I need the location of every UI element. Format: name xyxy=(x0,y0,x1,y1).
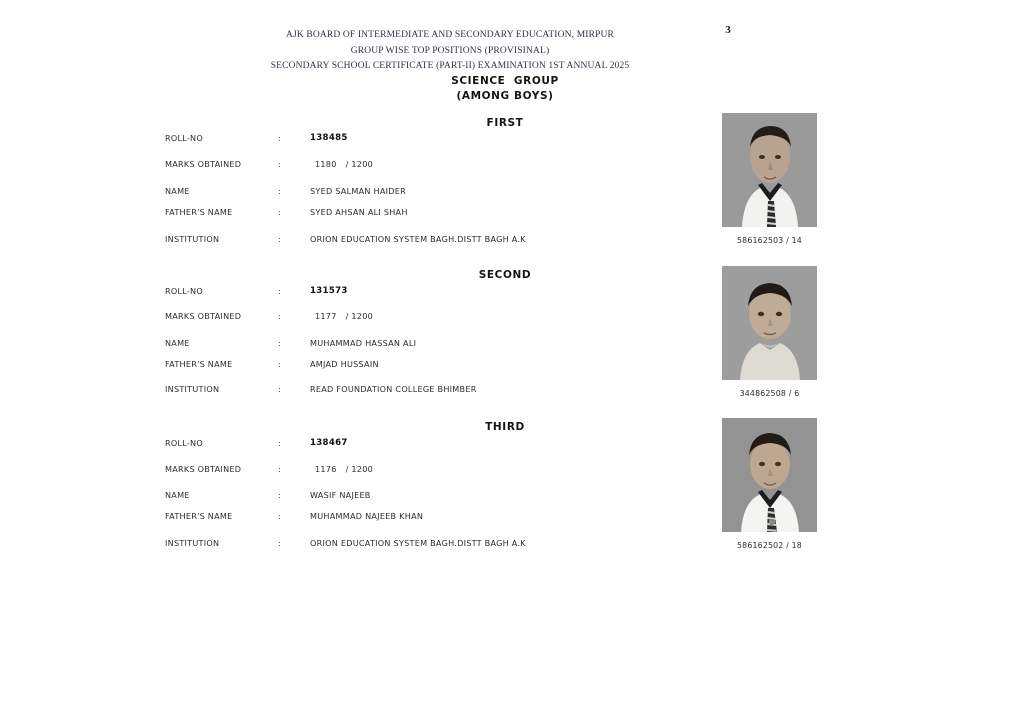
field-value-institution: ORION EDUCATION SYSTEM BAGH.DISTT BAGH A.K xyxy=(310,234,526,244)
field-colon: : xyxy=(278,207,281,217)
student-photo-third xyxy=(722,418,817,532)
field-colon: : xyxy=(278,490,281,500)
header-line-exam: SECONDARY SCHOOL CERTIFICATE (PART-II) EXAMINATION 1ST ANNUAL 2025 xyxy=(270,61,630,71)
student-photo-image xyxy=(722,266,817,380)
field-value-marks xyxy=(315,464,373,474)
field-marks-third xyxy=(165,464,785,478)
marks-obtained-value: 1176 xyxy=(315,464,337,474)
field-name-third xyxy=(165,490,785,504)
field-value-roll-no: 138485 xyxy=(310,133,348,143)
field-label: FATHER'S NAME xyxy=(165,359,233,369)
field-value-fathers-name: AMJAD HUSSAIN xyxy=(310,359,379,369)
field-value-marks xyxy=(315,159,373,169)
marks-total-value: / 1200 xyxy=(345,464,374,474)
student-photo-image xyxy=(722,418,817,532)
field-value-name: WASIF NAJEEB xyxy=(310,490,371,500)
field-roll-no-third xyxy=(165,438,785,452)
field-value-name: SYED SALMAN HAIDER xyxy=(310,186,406,196)
field-colon: : xyxy=(278,234,281,244)
field-label: MARKS OBTAINED xyxy=(165,159,242,169)
marks-obtained-value: 1180 xyxy=(315,159,337,169)
field-colon: : xyxy=(278,438,281,448)
field-colon: : xyxy=(278,311,281,321)
field-roll-no-first xyxy=(165,133,785,147)
field-colon: : xyxy=(278,186,281,196)
field-colon: : xyxy=(278,359,281,369)
field-fathers-name-second xyxy=(165,359,785,373)
field-label: NAME xyxy=(165,186,190,196)
field-label: MARKS OBTAINED xyxy=(165,311,242,321)
field-label: ROLL-NO xyxy=(165,133,203,143)
field-value-marks xyxy=(315,311,373,321)
header-line-board: AJK BOARD OF INTERMEDIATE AND SECONDARY EDUCATION, MIRPUR xyxy=(285,30,615,40)
field-name-first xyxy=(165,186,785,200)
field-name-second xyxy=(165,338,785,352)
field-colon: : xyxy=(278,159,281,169)
group-title: SCIENCE GROUP xyxy=(451,75,559,87)
photo-caption-third: 586162502 / 18 xyxy=(737,541,802,550)
photo-wrap-first xyxy=(722,113,817,245)
field-institution-third xyxy=(165,538,785,552)
field-label: INSTITUTION xyxy=(165,234,220,244)
field-colon: : xyxy=(278,384,281,394)
field-institution-first xyxy=(165,234,785,248)
field-value-roll-no: 138467 xyxy=(310,438,348,448)
field-label: ROLL-NO xyxy=(165,438,203,448)
photo-wrap-second xyxy=(722,266,817,398)
field-colon: : xyxy=(278,286,281,296)
field-marks-second xyxy=(165,311,785,325)
student-photo-second xyxy=(722,266,817,380)
field-label: ROLL-NO xyxy=(165,286,203,296)
field-fathers-name-first xyxy=(165,207,785,221)
field-label: FATHER'S NAME xyxy=(165,511,233,521)
field-institution-second xyxy=(165,384,785,398)
field-colon: : xyxy=(278,538,281,548)
field-value-institution: READ FOUNDATION COLLEGE BHIMBER xyxy=(310,384,477,394)
marks-total-value: / 1200 xyxy=(345,311,374,321)
student-photo-image xyxy=(722,113,817,227)
field-value-fathers-name: MUHAMMAD NAJEEB KHAN xyxy=(310,511,424,521)
photo-caption-first: 586162503 / 14 xyxy=(737,236,802,245)
marks-obtained-value: 1177 xyxy=(315,311,337,321)
field-label: INSTITUTION xyxy=(165,384,220,394)
field-value-institution: ORION EDUCATION SYSTEM BAGH.DISTT BAGH A.K xyxy=(310,538,526,548)
field-fathers-name-third xyxy=(165,511,785,525)
field-label: INSTITUTION xyxy=(165,538,220,548)
field-colon: : xyxy=(278,464,281,474)
field-label: NAME xyxy=(165,490,190,500)
document-header xyxy=(0,28,900,75)
field-roll-no-second xyxy=(165,286,785,300)
position-heading-first: FIRST xyxy=(486,117,524,129)
photo-wrap-third xyxy=(722,418,817,550)
group-title-block xyxy=(0,74,1010,103)
field-value-name: MUHAMMAD HASSAN ALI xyxy=(310,338,417,348)
header-line-subject: GROUP WISE TOP POSITIONS (PROVISINAL) xyxy=(350,45,550,56)
page-number: 3 xyxy=(725,24,731,36)
field-label: FATHER'S NAME xyxy=(165,207,233,217)
field-value-roll-no: 131573 xyxy=(310,286,348,296)
position-heading-third: THIRD xyxy=(485,421,525,433)
field-label: NAME xyxy=(165,338,190,348)
field-label: MARKS OBTAINED xyxy=(165,464,242,474)
student-photo-first xyxy=(722,113,817,227)
field-colon: : xyxy=(278,338,281,348)
field-colon: : xyxy=(278,511,281,521)
marks-total-value: / 1200 xyxy=(345,159,374,169)
field-marks-first xyxy=(165,159,785,173)
field-colon: : xyxy=(278,133,281,143)
position-heading-second: SECOND xyxy=(478,269,532,281)
field-value-fathers-name: SYED AHSAN ALI SHAH xyxy=(310,207,408,217)
group-subtitle: (AMONG BOYS) xyxy=(456,89,554,102)
photo-caption-second: 344862508 / 6 xyxy=(739,389,800,398)
